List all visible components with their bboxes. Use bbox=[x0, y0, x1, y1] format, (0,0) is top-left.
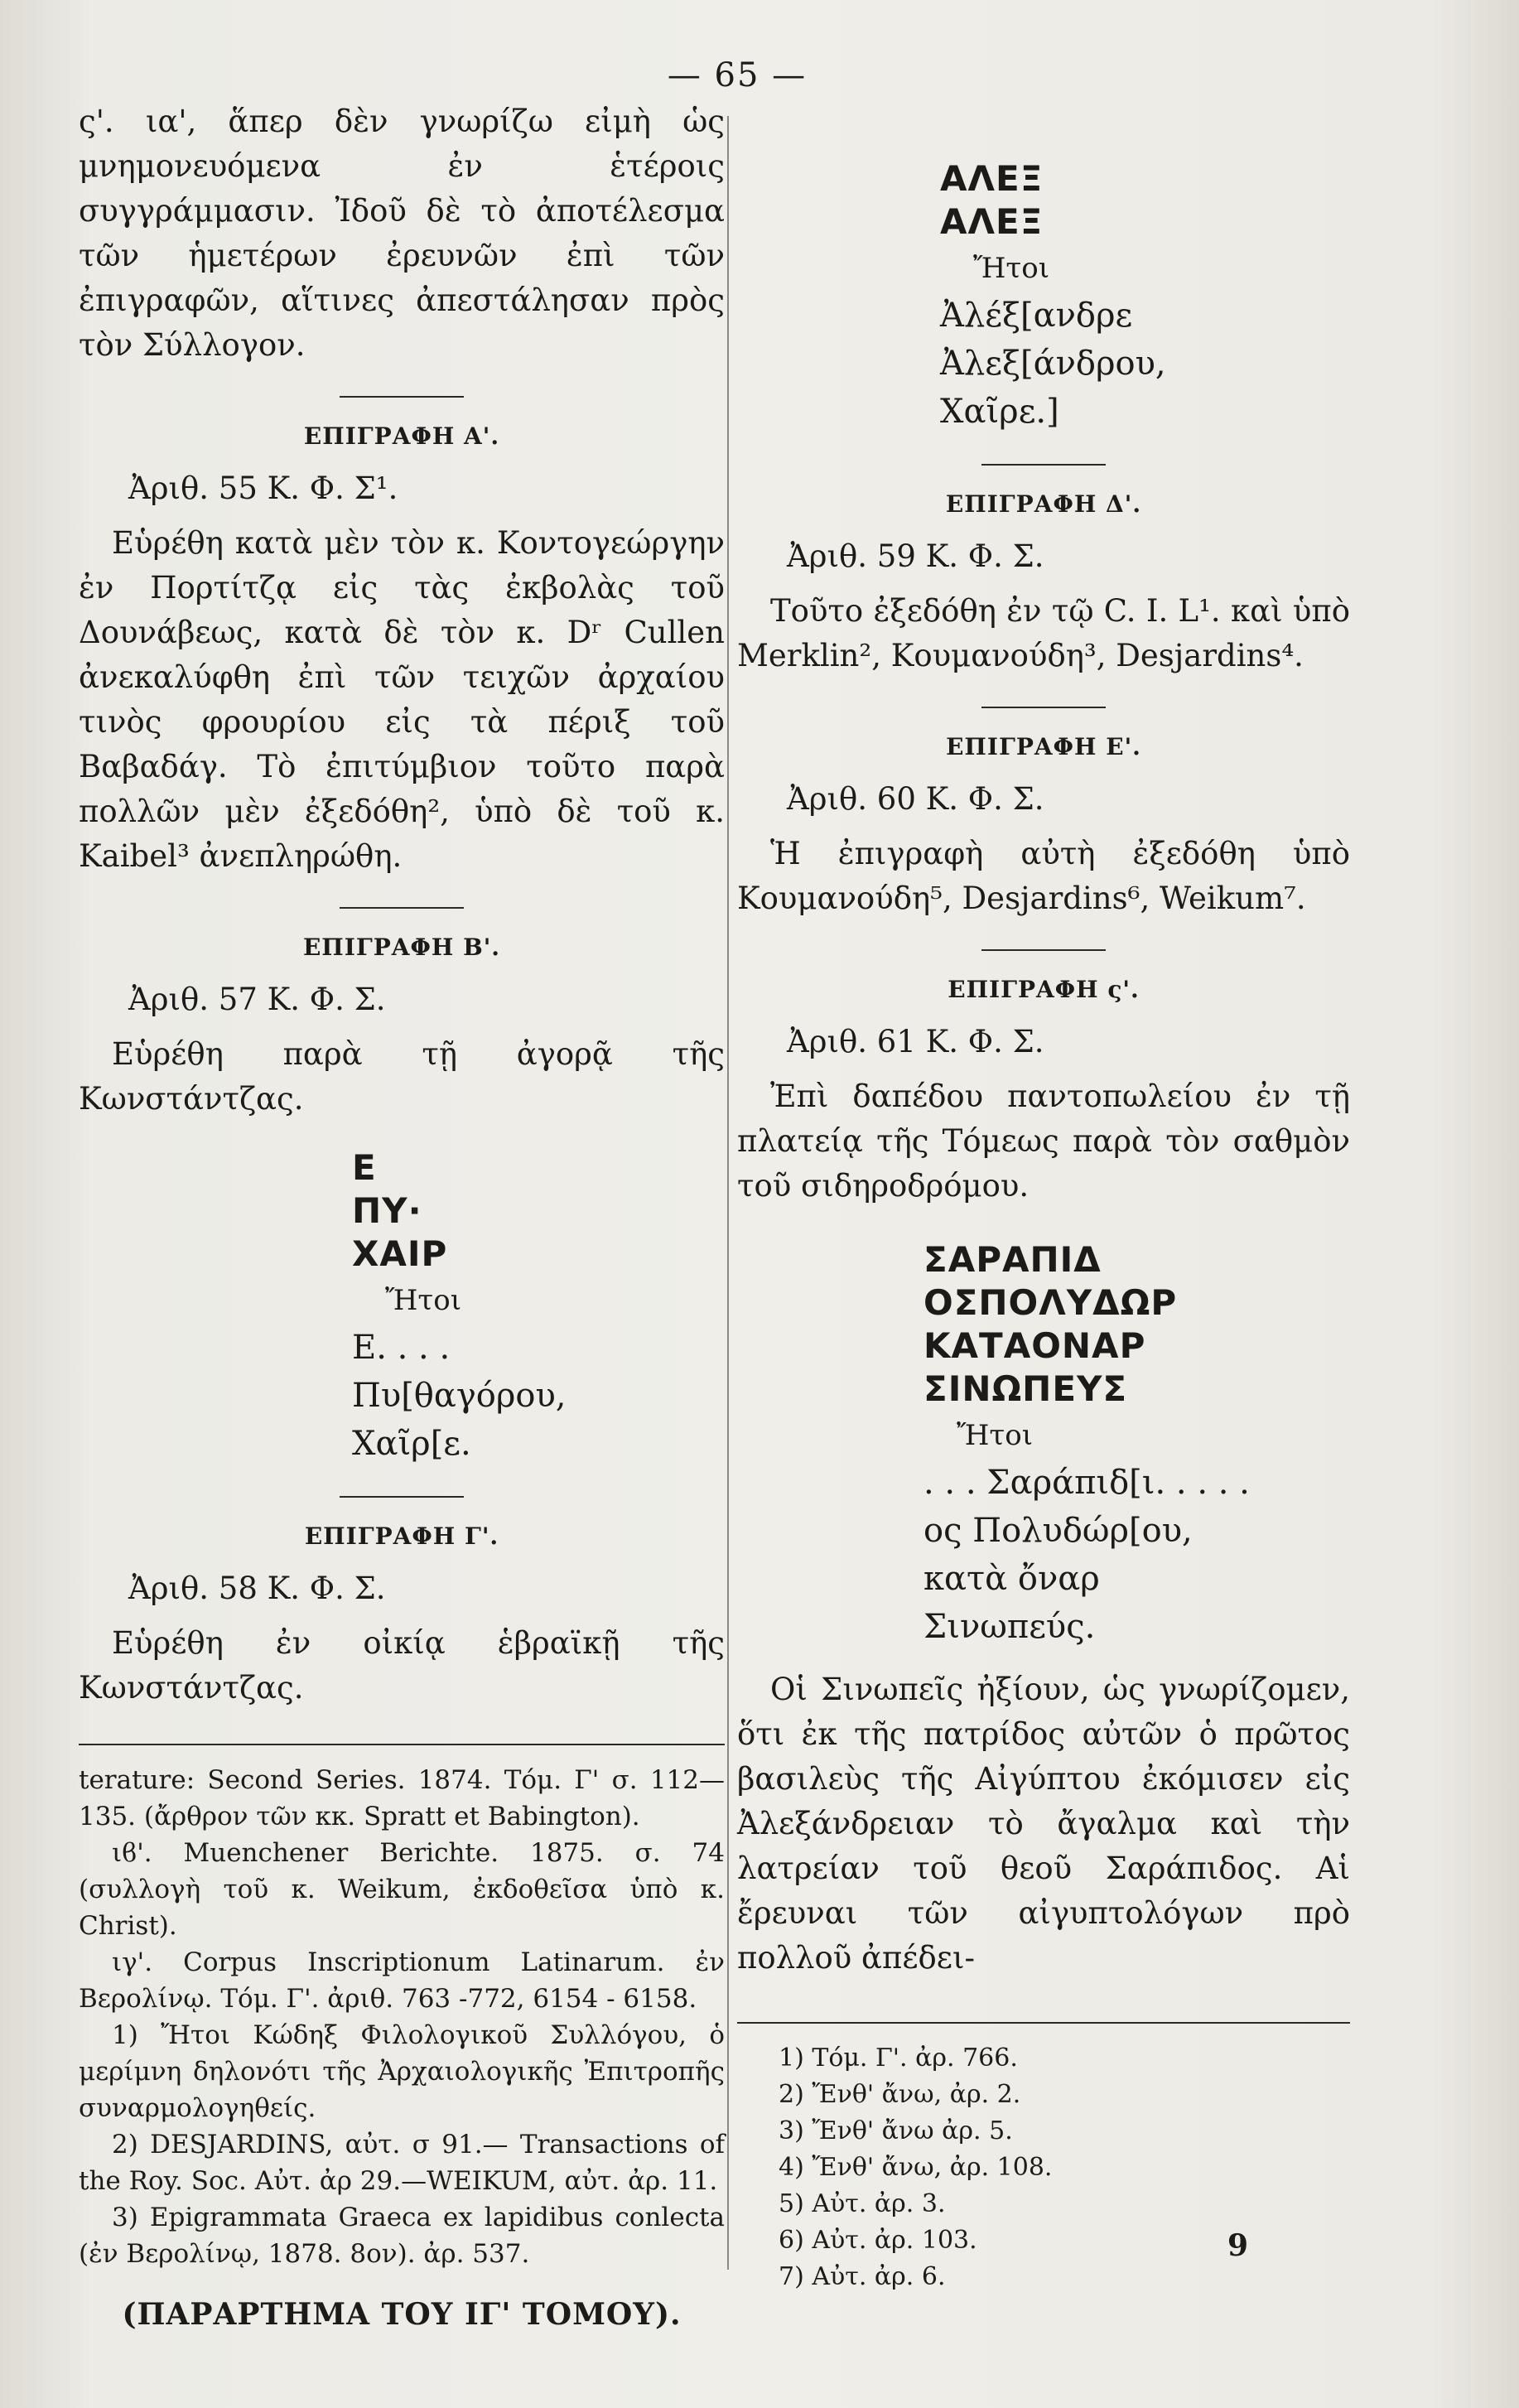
ref-inscription-d: Ἀριθ. 59 Κ. Φ. Σ. bbox=[787, 538, 1044, 574]
transcription-line: κατὰ ὄναρ bbox=[923, 1560, 1100, 1598]
footnote: 6) Αὐτ. ἀρ. 103. bbox=[779, 2226, 977, 2255]
inscription-line: ΠΥ· bbox=[352, 1190, 422, 1231]
section-rule bbox=[340, 396, 464, 398]
left-column bbox=[79, 99, 725, 2332]
footnote: 2) DESJARDINS, αὐτ. σ 91.— Transactions of the Roy. Soc. Αὐτ. ἀρ 29.—WEIKUM, αὐτ. ἀρ. 11. bbox=[79, 2130, 725, 2196]
footnote-rule bbox=[737, 2022, 1350, 2024]
inscription-line: ΣΑΡΑΠΙΔ bbox=[923, 1239, 1102, 1280]
ref-inscription-b: Ἀριθ. 57 Κ. Φ. Σ. bbox=[128, 982, 386, 1017]
footnote: 1) Τόμ. Γ'. ἀρ. 766. bbox=[779, 2044, 1018, 2073]
section-rule bbox=[981, 707, 1106, 708]
iton-label: Ἤτοι bbox=[385, 1284, 462, 1317]
transcription-line: Ἀλέξ[ανδρε bbox=[940, 297, 1133, 335]
footnote: terature: Second Series. 1874. Τόμ. Γ' σ. 112—135. (ἄρθρον τῶν κκ. Spratt et Babington). bbox=[79, 1765, 725, 1831]
inscription-line: ΑΛΕΞ bbox=[940, 158, 1044, 199]
text-inscription-c: Εὑρέθη ἐν οἰκίᾳ ἑβραϊκῇ τῆς Κωνστάντζας. bbox=[79, 1625, 725, 1706]
heading-inscription-d: ΕΠΙΓΡΑΦΗ Δ'. bbox=[945, 490, 1142, 518]
transcription-line: Πυ[θαγόρου, bbox=[352, 1377, 567, 1415]
heading-inscription-a: ΕΠΙΓΡΑΦΗ Α'. bbox=[303, 422, 500, 450]
commentary-paragraph: Οἱ Σινωπεῖς ἠξίουν, ὡς γνωρίζομεν, ὅτι ἐκ τῆς πατρίδος αὐτῶν ὁ πρῶτος βασιλεὺς τῆς Αἰγύπτου ἐκόμισεν εἰς Ἀλεξάνδρειαν τὸ ἄγαλμα καὶ τὴν λατρείαν τοῦ θεοῦ Σαράπιδος. Αἱ ἔρευναι τῶν αἰγυπτολόγων πρὸ πολλοῦ ἀπέδει- bbox=[737, 1672, 1350, 1976]
iton-label: Ἤτοι bbox=[973, 252, 1050, 285]
footnote-rule bbox=[79, 1744, 725, 1745]
intro-paragraph: ς'. ια', ἅπερ δὲν γνωρίζω εἰμὴ ὡς μνημονευόμενα ἐν ἑτέροις συγγράμμασιν. Ἰδοῦ δὲ τὸ ἀποτέλεσμα τῶν ἡμετέρων ἐρευνῶν ἐπὶ τῶν ἐπιγραφῶν, αἵτινες ἀπεστάλησαν πρὸς τὸν Σύλλογον. bbox=[79, 104, 725, 363]
section-rule bbox=[340, 907, 464, 909]
appendix-footer: (ΠΑΡΑΡΤΗΜΑ ΤΟΥ ΙΓ' ΤΟΜΟΥ). bbox=[122, 2297, 682, 2332]
transcription-line: Σινωπεύς. bbox=[923, 1608, 1096, 1646]
heading-inscription-e: ΕΠΙΓΡΑΦΗ Ε'. bbox=[946, 733, 1141, 760]
text-inscription-a: Εὑρέθη κατὰ μὲν τὸν κ. Κοντογεώργην ἐν Πορτίτζᾳ εἰς τὰς ἐκβολὰς τοῦ Δουνάβεως, κατὰ δὲ τὸν κ. Dʳ Cullen ἀνεκαλύφθη ἐπὶ τῶν τειχῶν ἀρχαίου τινὸς φρουρίου εἰς τὰ πέριξ τοῦ Βαβαδάγ. Τὸ ἐπιτύμβιον τοῦτο παρὰ πολλῶν μὲν ἐξεδόθη², ὑπὸ δὲ τοῦ κ. Kaibel³ ἀνεπληρώθη. bbox=[79, 525, 725, 874]
right-column bbox=[737, 99, 1350, 2295]
inscription-line: ΧΑΙΡ bbox=[352, 1233, 448, 1274]
inscription-b-block bbox=[352, 1146, 725, 1468]
ref-inscription-f: Ἀριθ. 61 Κ. Φ. Σ. bbox=[787, 1024, 1044, 1059]
transcription-line: Χαῖρε.] bbox=[940, 393, 1059, 431]
inscription-line: ΣΙΝΩΠΕΥΣ bbox=[923, 1368, 1128, 1409]
text-inscription-d: Τοῦτο ἐξεδόθη ἐν τῷ C. I. L¹. καὶ ὑπὸ Merklin², Κουμανούδη³, Desjardins⁴. bbox=[737, 593, 1350, 673]
footnote: 1) Ἤτοι Κώδηξ Φιλολογικοῦ Συλλόγου, ὁ μερίμνη δηλονότι τῆς Ἀρχαιολογικῆς Ἐπιτροπῆς συναρμολογηθείς. bbox=[79, 2020, 725, 2123]
heading-inscription-b: ΕΠΙΓΡΑΦΗ Β'. bbox=[302, 934, 501, 961]
section-rule bbox=[340, 1496, 464, 1498]
transcription-line: ος Πολυδώρ[ου, bbox=[923, 1512, 1193, 1550]
transcription-line: Ε. . . . bbox=[352, 1329, 451, 1367]
footnote: 3) Ἔνθ' ἄνω ἀρ. 5. bbox=[779, 2116, 1013, 2145]
ref-inscription-a: Ἀριθ. 55 Κ. Φ. Σ¹. bbox=[128, 471, 398, 506]
page-number: — 65 — bbox=[667, 56, 808, 94]
footnote: ιϐ'. Muenchener Berichte. 1875. σ. 74 (συλλογὴ τοῦ κ. Weikum, ἐκδοθεῖσα ὑπὸ κ. Christ). bbox=[79, 1838, 725, 1941]
text-inscription-f: Ἐπὶ δαπέδου παντοπωλείου ἐν τῇ πλατείᾳ τῆς Τόμεως παρὰ τὸν σαθμὸν τοῦ σιδηροδρόμου. bbox=[737, 1079, 1350, 1204]
transcription-line: Χαῖρ[ε. bbox=[352, 1425, 471, 1463]
heading-inscription-f: ΕΠΙΓΡΑΦΗ ς'. bbox=[948, 976, 1140, 1003]
text-inscription-b: Εὑρέθη παρὰ τῇ ἀγορᾷ τῆς Κωνστάντζας. bbox=[79, 1036, 725, 1117]
inscription-c-block bbox=[940, 157, 1350, 436]
inscription-line: ΑΛΕΞ bbox=[940, 201, 1044, 242]
footnote: 2) Ἔνθ' ἄνω, ἀρ. 2. bbox=[779, 2080, 1021, 2109]
section-rule bbox=[981, 949, 1106, 951]
inscription-line: ΚΑΤΑΟΝΑΡ bbox=[923, 1325, 1146, 1366]
inscription-line: ΟΣΠΟΛΥΔΩΡ bbox=[923, 1282, 1178, 1323]
section-rule bbox=[981, 464, 1106, 466]
column-divider bbox=[727, 116, 729, 2270]
footnote: 5) Αὐτ. ἀρ. 3. bbox=[779, 2189, 946, 2218]
ref-inscription-e: Ἀριθ. 60 Κ. Φ. Σ. bbox=[787, 781, 1044, 817]
heading-inscription-c: ΕΠΙΓΡΑΦΗ Γ'. bbox=[304, 1522, 499, 1550]
footnote: ιγ'. Corpus Inscriptionum Latinarum. ἐν Βερολίνῳ. Τόμ. Γ'. ἀριθ. 763 -772, 6154 - 6158. bbox=[79, 1947, 725, 2014]
footnote: 4) Ἔνθ' ἄνω, ἀρ. 108. bbox=[779, 2153, 1053, 2182]
inscription-line: Ε bbox=[352, 1147, 377, 1188]
iton-label: Ἤτοι bbox=[957, 1419, 1034, 1452]
sheet-number: 9 bbox=[1227, 2228, 1249, 2263]
footnote: 7) Αὐτ. ἀρ. 6. bbox=[779, 2262, 946, 2291]
inscription-f-block bbox=[923, 1238, 1350, 1651]
text-inscription-e: Ἡ ἐπιγραφὴ αὐτὴ ἐξεδόθη ὑπὸ Κουμανούδη⁵, Desjardins⁶, Weikum⁷. bbox=[737, 836, 1350, 916]
footnote: 3) Epigrammata Graeca ex lapidibus conlecta (ἐν Βερολίνῳ, 1878. 8ον). ἀρ. 537. bbox=[79, 2203, 725, 2269]
transcription-line: . . . Σαράπιδ[ι. . . . . bbox=[923, 1464, 1250, 1502]
transcription-line: Ἀλεξ[άνδρου, bbox=[940, 345, 1166, 383]
ref-inscription-c: Ἀριθ. 58 Κ. Φ. Σ. bbox=[128, 1571, 386, 1606]
